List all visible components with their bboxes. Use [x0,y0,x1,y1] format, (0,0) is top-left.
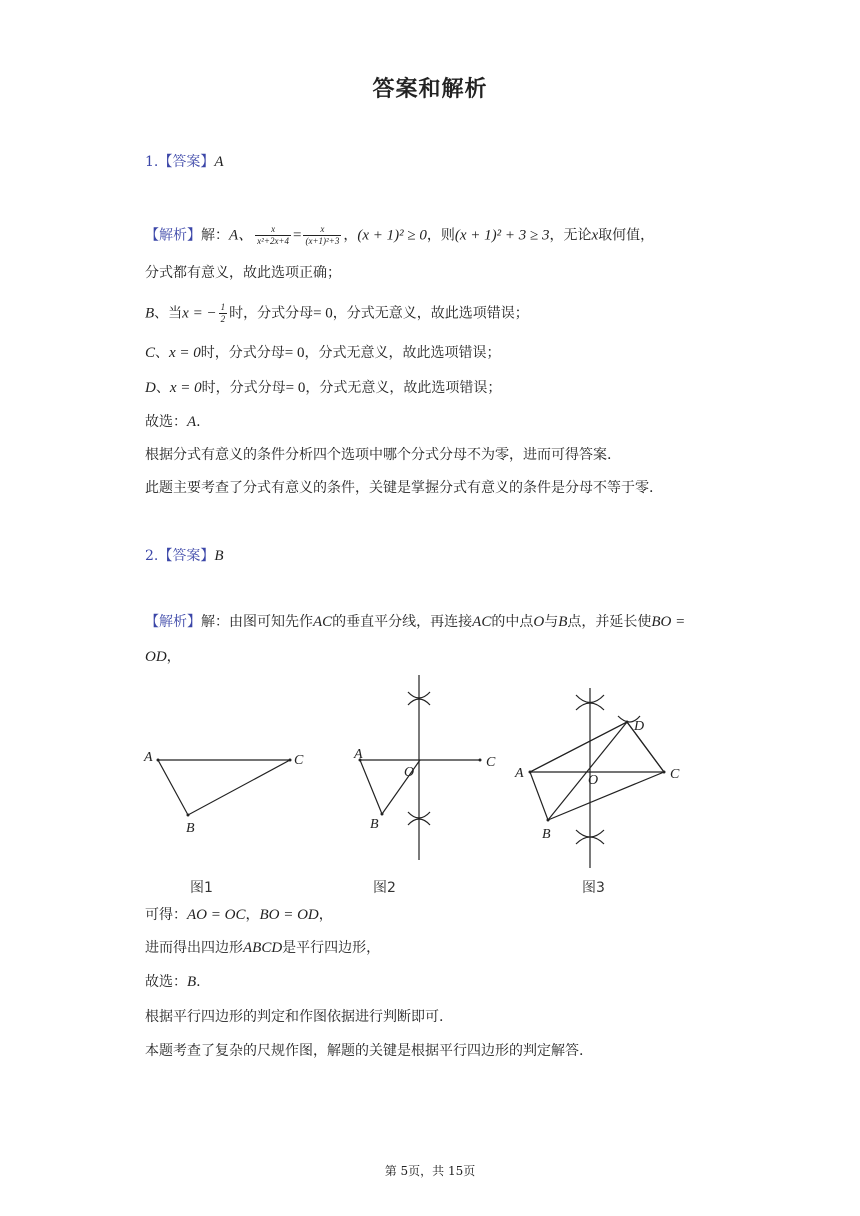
q2-l2a: OD [145,649,167,665]
q1-l3e: = 0 [313,305,333,322]
q1-l1i: 取何值， [598,227,655,244]
fig3-label-d: D [634,719,645,734]
q1-fraction-2-den: (x+1)²+3 [305,236,340,246]
q2-answer-label: 2.【答案】 [145,548,215,564]
q1-analysis-line-3 [145,302,529,325]
q1-l1f: (x + 1)² + 3 ≥ 3 [454,227,550,244]
q1-l5b: 、 [155,380,170,396]
q1-analysis-line-8: 此题主要考查了分式有意义的条件，关键是掌握分式有意义的条件是分母不等于零. [145,480,654,496]
q2-l4b: ABCD [243,940,283,956]
construction-figures [130,660,690,900]
q1-answer-heading [145,151,224,171]
fig2-label-b: B [370,817,379,832]
q2-l3c: ， [245,907,260,923]
q2-l5b: B [187,974,197,990]
fig2-label-c: C [486,755,496,770]
q2-l1c: 的垂直平分线，再连接 [332,614,473,630]
q1-l5a: D [145,380,156,396]
q1-l1d: (x + 1)² ≥ 0 [357,227,427,244]
q2-l1a: 解：由图可知先作 [201,614,313,630]
q1-l3d: 时，分式分母 [229,305,314,322]
q2-analysis-line-5 [145,972,201,992]
q2-l4a: 进而得出四边形 [145,940,243,956]
q1-l6a: 故选： [145,414,187,430]
fig3-label-b: B [542,827,551,842]
q1-fraction-2 [303,224,341,247]
page-title: 答案和解析 [372,77,488,102]
fig2-label-a: A [354,747,363,762]
q2-l1e: 的中点 [491,614,534,630]
q2-l1j: BO = [651,614,686,630]
q1-analysis-line-2: 分式都有意义，故此选项正确； [145,265,341,281]
fig3-line-dc [627,722,664,772]
q1-answer-value: A [214,154,224,170]
fig2-label-o: O [404,765,415,780]
q1-answer-label: 1.【答案】 [145,154,215,170]
q1-fraction-2-num: x [303,224,341,236]
q2-l1b: AC [313,614,333,630]
q1-analysis-line-1 [145,224,654,247]
q1-l3f: ，分式无意义，故此选项错误； [332,305,529,322]
q2-l1g: 与 [544,614,559,630]
q1-fraction-1 [255,224,291,247]
q1-analysis-line-4 [145,343,501,363]
q2-l1d: AC [472,614,492,630]
fig3-line-ad [530,722,627,772]
q2-l3b: AO = OC [187,907,246,923]
fig1-label-b: B [186,821,195,836]
q2-l4c: 是平行四边形， [282,940,381,956]
q2-analysis-tag: 【解析】 [145,614,201,630]
q1-analysis-line-7: 根据分式有意义的条件分析四个选项中哪个分式分母不为零，进而可得答案. [145,447,612,463]
q1-l3b: 、当 [154,305,183,322]
q2-l1i: 点，并延长使 [567,614,652,630]
q1-fraction-3-den: 2 [220,314,226,324]
q1-l4e: = 0 [284,345,305,361]
fig1-triangle [158,760,290,815]
q2-analysis-line-1 [145,612,685,632]
q2-analysis-line-6: 根据平行四边形的判定和作图依据进行判断即可. [145,1009,444,1025]
q1-l1g: ，无论 [549,227,592,244]
q2-l3a: 可得： [145,907,187,923]
q1-l1a: 解： [201,227,229,244]
q2-analysis-line-3 [145,905,333,925]
q1-l4d: 时，分式分母 [200,345,285,361]
q1-analysis-line-5 [145,378,501,398]
q2-answer-value: B [214,548,224,564]
q2-l1h: B [558,614,568,630]
page-footer: 第 5页，共 15页 [384,1164,476,1178]
fig3-caption: 图3 [582,880,605,896]
q2-l5c: . [196,974,201,990]
q2-answer-heading [145,545,224,565]
q1-l3a: B [145,305,155,322]
q1-analysis-line-6 [145,412,201,432]
q1-l3c: x = − [182,305,217,322]
q2-analysis-line-4 [145,938,380,958]
q2-l1f: O [533,614,545,630]
q1-l1b: A、 [229,227,254,244]
fig3-label-c: C [670,767,680,782]
q1-l5d: 时，分式分母 [201,380,286,396]
q1-eq: = [293,227,302,244]
q1-analysis-tag: 【解析】 [145,227,201,244]
q2-l2b: ， [166,649,181,665]
q1-l4b: 、 [155,345,170,361]
q1-l1h: x [591,227,599,244]
fig1-caption: 图1 [190,880,213,896]
q1-l5c: x = 0 [169,380,202,396]
q1-fraction-1-den: x²+2x+4 [257,236,290,246]
q1-fraction-3-num: 1 [220,302,226,312]
q1-l4a: C [145,345,156,361]
q1-l6c: . [196,414,201,430]
q1-fraction-3 [219,302,228,325]
q2-analysis-line-7: 本题考查了复杂的尺规作图，解题的关键是根据平行四边形的判定解答. [145,1043,584,1059]
q1-l5f: ，分式无意义，故此选项错误； [305,380,502,396]
fig3-diagonal-bd [548,722,627,820]
q2-l5a: 故选： [145,974,187,990]
fig1-label-c: C [294,753,304,768]
q1-l4f: ，分式无意义，故此选项错误； [304,345,501,361]
q1-l5e: = 0 [285,380,306,396]
fig3-label-o: O [588,773,599,788]
fig3-label-a: A [515,766,524,781]
q1-l6b: A [187,414,197,430]
fig2-caption: 图2 [373,880,396,896]
q1-fraction-1-num: x [255,224,291,236]
q1-l1e: ，则 [426,227,455,244]
q2-l3e: ， [318,907,333,923]
fig1-label-a: A [144,750,153,765]
q2-l3d: BO = OD [259,907,319,923]
q1-l4c: x = 0 [169,345,201,361]
fig3-parallelogram [530,722,664,820]
q1-l1c: ， [343,227,358,244]
